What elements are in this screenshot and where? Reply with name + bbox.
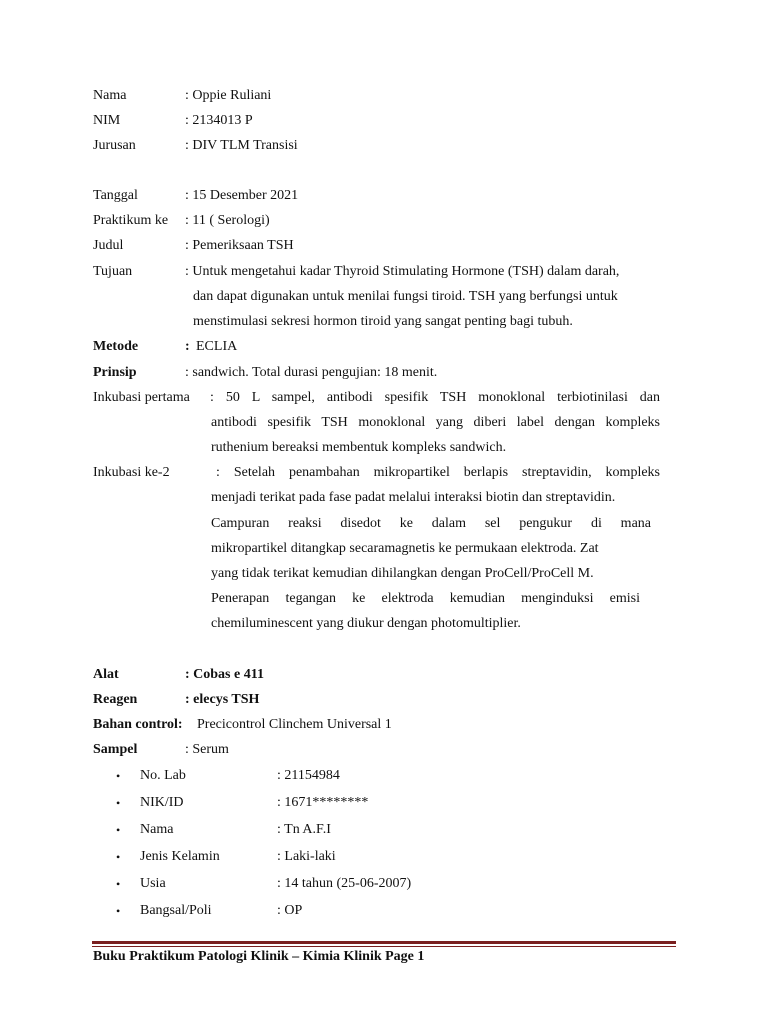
- inkubasi2-line-5: yang tidak terikat kemudian dihilangkan dengan ProCell/ProCell M.: [211, 566, 594, 581]
- praktikum-label: Praktikum ke: [93, 213, 169, 228]
- bullet-icon: •: [116, 904, 121, 918]
- inkubasi2-label: Inkubasi ke-2: [93, 465, 170, 480]
- inkubasi2-line-7: chemiluminescent yang diukur dengan photomultiplier.: [211, 616, 521, 631]
- inkubasi1-label: Inkubasi pertama: [93, 390, 190, 405]
- detail-label: Usia: [140, 876, 166, 891]
- bullet-icon: •: [116, 769, 121, 783]
- inkubasi1-line-2: antibodi spesifik TSH monoklonal yang diberi label dengan kompleks: [211, 415, 660, 430]
- alat-label: Alat: [93, 667, 119, 682]
- detail-label: Nama: [140, 822, 174, 837]
- detail-label: Jenis Kelamin: [140, 849, 220, 864]
- bullet-icon: •: [116, 877, 121, 891]
- tujuan-label: Tujuan: [93, 264, 133, 279]
- detail-value: : 1671********: [277, 795, 369, 810]
- tanggal-value: : 15 Desember 2021: [185, 188, 299, 203]
- detail-label: No. Lab: [140, 768, 186, 783]
- inkubasi2-line-2: menjadi terikat pada fase padat melalui interaksi biotin dan streptavidin.: [211, 490, 616, 505]
- footer-rule-thick: [92, 941, 676, 944]
- nim-label: NIM: [93, 113, 121, 128]
- jurusan-label: Jurusan: [93, 138, 136, 153]
- detail-value: : 14 tahun (25-06-2007): [277, 876, 412, 891]
- nama-label: Nama: [93, 88, 127, 103]
- reagen-value: : elecys TSH: [185, 692, 260, 707]
- nama-value: : Oppie Ruliani: [185, 88, 272, 103]
- page-footer: Buku Praktikum Patologi Klinik – Kimia Klinik Page 1: [93, 949, 425, 964]
- inkubasi2-line-1: : Setelah penambahan mikropartikel berlapis streptavidin, kompleks: [216, 465, 660, 480]
- nim-value: : 2134013 P: [185, 113, 253, 128]
- prinsip-value: : sandwich. Total durasi pengujian: 18 menit.: [185, 365, 438, 380]
- sampel-label: Sampel: [93, 742, 138, 757]
- tanggal-label: Tanggal: [93, 188, 138, 203]
- judul-value: : Pemeriksaan TSH: [185, 238, 294, 253]
- tujuan-line-2: dan dapat digunakan untuk menilai fungsi tiroid. TSH yang berfungsi untuk: [193, 289, 618, 304]
- bullet-icon: •: [116, 823, 121, 837]
- metode-label: Metode: [93, 339, 139, 354]
- bahan-label: Bahan control:: [93, 717, 183, 732]
- tujuan-line-3: menstimulasi sekresi hormon tiroid yang sangat penting bagi tubuh.: [193, 314, 573, 329]
- judul-label: Judul: [93, 238, 124, 253]
- inkubasi1-line-3: ruthenium bereaksi membentuk kompleks sandwich.: [211, 440, 507, 455]
- alat-value: : Cobas e 411: [185, 667, 264, 682]
- inkubasi1-line-1: : 50 L sampel, antibodi spesifik TSH monoklonal terbiotinilasi dan: [210, 390, 660, 405]
- detail-value: : OP: [277, 903, 303, 918]
- tujuan-line-1: : Untuk mengetahui kadar Thyroid Stimulating Hormone (TSH) dalam darah,: [185, 264, 620, 279]
- metode-colon: :: [185, 339, 190, 354]
- detail-value: : Laki-laki: [277, 849, 336, 864]
- detail-value: : Tn A.F.I: [277, 822, 331, 837]
- prinsip-label: Prinsip: [93, 365, 137, 380]
- praktikum-value: : 11 ( Serologi): [185, 213, 270, 228]
- inkubasi2-line-6: Penerapan tegangan ke elektroda kemudian menginduksi emisi: [211, 591, 640, 606]
- detail-label: NIK/ID: [140, 795, 184, 810]
- bullet-icon: •: [116, 850, 121, 864]
- detail-value: : 21154984: [277, 768, 340, 783]
- reagen-label: Reagen: [93, 692, 138, 707]
- footer-rule-thin: [92, 946, 676, 947]
- metode-value: ECLIA: [196, 339, 238, 354]
- bahan-value: Precicontrol Clinchem Universal 1: [197, 717, 392, 732]
- inkubasi2-line-3: Campuran reaksi disedot ke dalam sel pengukur di mana: [211, 516, 651, 531]
- detail-label: Bangsal/Poli: [140, 903, 212, 918]
- jurusan-value: : DIV TLM Transisi: [185, 138, 298, 153]
- inkubasi2-line-4: mikropartikel ditangkap secaramagnetis ke permukaan elektroda. Zat: [211, 541, 599, 556]
- bullet-icon: •: [116, 796, 121, 810]
- sampel-value: : Serum: [185, 742, 229, 757]
